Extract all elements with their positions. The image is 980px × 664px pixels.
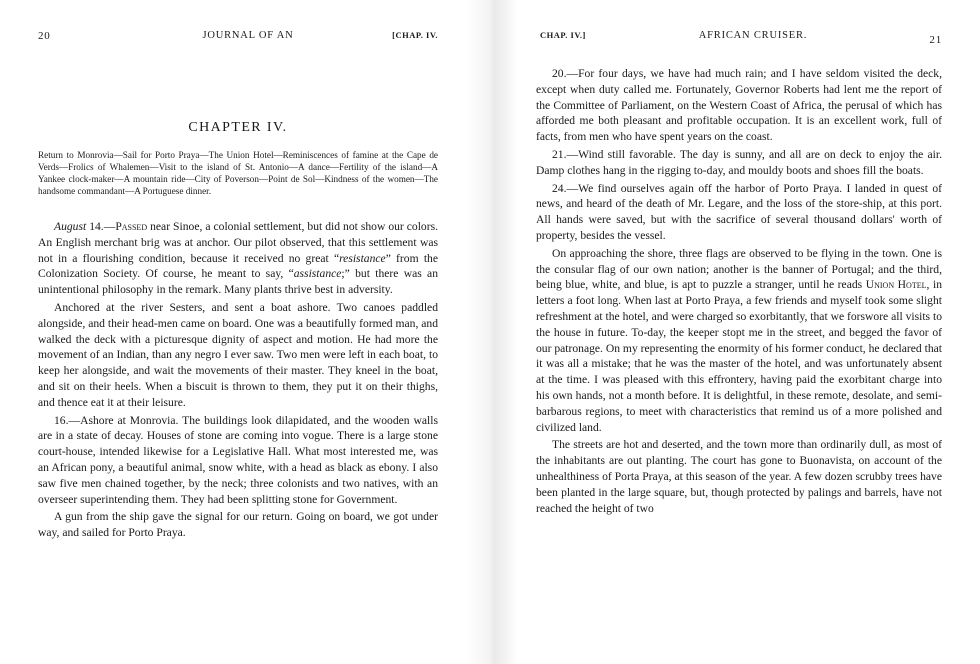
paragraph: 20.—For four days, we have had much rain; and I have seldom visited the deck, except when duty called me. Fortunately, Governor Roberts had lent me the report of the Committee of Parliament, on the Western Coast of Africa, the perusal of which has afforded me both pleasant and profitable occupation. It is an excellent work, full of facts, from men who have spent years on the coast. [536,67,942,144]
left-body-text [38,219,438,543]
left-page [38,0,438,664]
paragraph [536,246,942,436]
paragraph-text: ;” but there was an unintentional philosophy in the remark. Many plants thrive best in adversity. [38,267,438,297]
right-page [536,0,942,664]
paragraph: 24.—We find ourselves again off the harbor of Porto Praya. I landed in quest of news, and heard of the death of Mr. Legare, and the loss of the store-ship, at this port. All hands were saved, but with the sacrifice of several thousand dollars' worth of property, besides the vessel. [536,181,942,242]
paragraph-text: On approaching the shore, three flags are observed to be flying in the town. One is the consular flag of our own nation; another is the banner of Portugal; and the third, being blue, white, and blue, is apt to puzzle a stranger, until he reads [536,246,942,292]
left-page-number: 20 [38,30,51,42]
chapter-synopsis: Return to Monrovia—Sail for Porto Praya—The Union Hotel—Reminiscences of famine at the Cape de Verds—Frolics of Whalemen—Visit to the island of St. Antonio—A dance—Fertility of the island—A Yankee clock-maker—A mountain ride—City of Poverson—Point de Sol—Kindness of the women—The handsome commandant—A Portuguese dinner. [38,150,438,196]
paragraph: Anchored at the river Sesters, and sent a boat ashore. Two canoes paddled alongside, and their head-men came on board. One was a beautifully formed man, and walked the deck with a picturesque dignity of aspect and motion. He had more the movement of an Indian, than any negro I ever saw. Two men were left in each boat, to keep her alongside, and wait the movements of their master. They kneel in the boat, and sit on their heels. When a biscuit is thrown to them, they put it on their thighs, and thence eat it at their leisure. [38,300,438,409]
left-running-head [38,30,438,46]
paragraph: 16.—Ashore at Monrovia. The buildings look dilapidated, and the wooden walls are in a state of decay. Houses of stone are coming into vogue. There is a large stone court-house, intended likewise for a Legislative Hall. What most interested me, was an African pony, a beautiful animal, snow white, with a head as black as ebony. I also saw five men chained together, by the neck; three colonists and two natives, with an overseer superintending them. They had been splitting stone for Government. [38,413,438,506]
paragraph [38,219,438,298]
paragraph-text: , in letters a foot long. When last at Porto Praya, a few friends and myself took some slight refreshment at the hotel, and were charged so exorbitantly, that we forswore all visits to the house in future. To-day, the keeper stopt me in the street, and begged the favor of our patronage. On my representing the enormity of his former conduct, he declared that it was all a mistake; that he was the master of the hotel, and was unfortunately absent at the time. I was pleased with this effrontery, having paid the exorbitant charge into his own hands, not a month before. It is delightful, in these remote, desolate, and semi-barbarous regions, to meet with characteristics that remind us of a more polished and civilized land. [536,278,942,434]
italic-word: assistance [293,267,342,281]
paragraph-text: near Sinoe, a colonial settlement, but did not show our colors. An English merchant brig was at anchor. Our pilot observed, that this settlement was not in a flourishing condition, because it received no great “ [38,220,438,265]
paragraph: 21.—Wind still favorable. The day is sunny, and all are on deck to enjoy the air. Damp clothes hang in the rigging to-day, and mouldy boots and shoes fill the boats. [536,147,942,177]
lead-date: August [54,220,87,233]
paragraph-text: ” from the Colonization Society. Of course, he meant to say, “ [38,251,438,281]
paragraph: The streets are hot and deserted, and the town more than ordinarily dull, as most of the inhabitants are out planting. The court has gone to Buonavista, on account of the unhealthiness of Porta Praya, at this season of the year. A few dozen scrubby trees have been planted in the large square, but, though protected by palings and barrels, have not reached the height of two [536,438,942,515]
paragraph: A gun from the ship gave the signal for our return. Going on board, we got under way, and sailed for Porto Praya. [38,510,438,540]
right-chapter-tag: CHAP. IV.] [540,30,586,40]
left-chapter-tag: [CHAP. IV. [392,30,438,40]
right-running-head [536,30,942,46]
lead-small-caps: Passed [115,220,148,233]
lead-day: 14.— [86,220,116,233]
right-running-title: AFRICAN CRUISER. [698,30,808,41]
italic-word: resistance [339,251,386,265]
book-gutter [466,0,518,664]
left-running-title: JOURNAL OF AN [202,30,294,41]
small-caps-sign: Union Hotel [865,278,927,292]
chapter-heading: CHAPTER IV. [188,120,288,135]
right-page-number: 21 [929,34,942,46]
right-body-text [536,66,942,518]
